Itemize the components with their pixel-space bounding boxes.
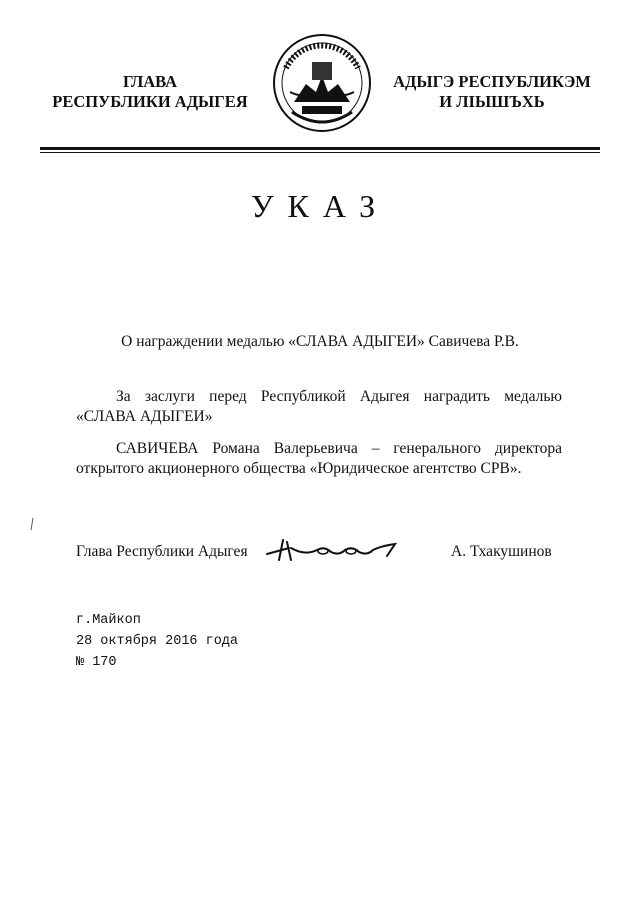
header-left-line1: ГЛАВА: [122, 72, 178, 91]
footer-date: 28 октября 2016 года: [76, 634, 239, 649]
stray-mark: [29, 517, 35, 531]
signatory-name: А. Тхакушинов: [451, 543, 552, 560]
document-title: УКАЗ: [250, 188, 390, 224]
header-left: [40, 72, 260, 112]
header-left-line2: РЕСПУБЛИКИ АДЫГЕЯ: [52, 92, 248, 111]
footer-city: г.Майкоп: [76, 613, 141, 628]
signatory-position: Глава Республики Адыгея: [76, 543, 248, 560]
coat-of-arms-emblem-icon: [272, 32, 372, 134]
handwritten-signature-icon: [265, 534, 400, 564]
decree-paragraph-1: За заслуги перед Республикой Адыгея наградить медалью «СЛАВА АДЫГЕИ»: [76, 388, 562, 425]
document-subject: О награждении медалью «СЛАВА АДЫГЕИ» Савичева Р.В.: [121, 333, 519, 350]
header-right-line1: АДЫГЭ РЕСПУБЛИКЭМ: [393, 72, 591, 91]
header-right: [382, 72, 602, 112]
header-divider-thin: [40, 152, 600, 153]
decree-paragraph-2: САВИЧЕВА Романа Валерьевича – генерального директора открытого акционерного общества «Юридическое агентство СРВ».: [76, 440, 562, 477]
header-divider-thick: [40, 147, 600, 150]
footer-number: № 170: [76, 655, 117, 670]
header-right-line2: И ЛІЫШЪХЬ: [439, 92, 545, 111]
